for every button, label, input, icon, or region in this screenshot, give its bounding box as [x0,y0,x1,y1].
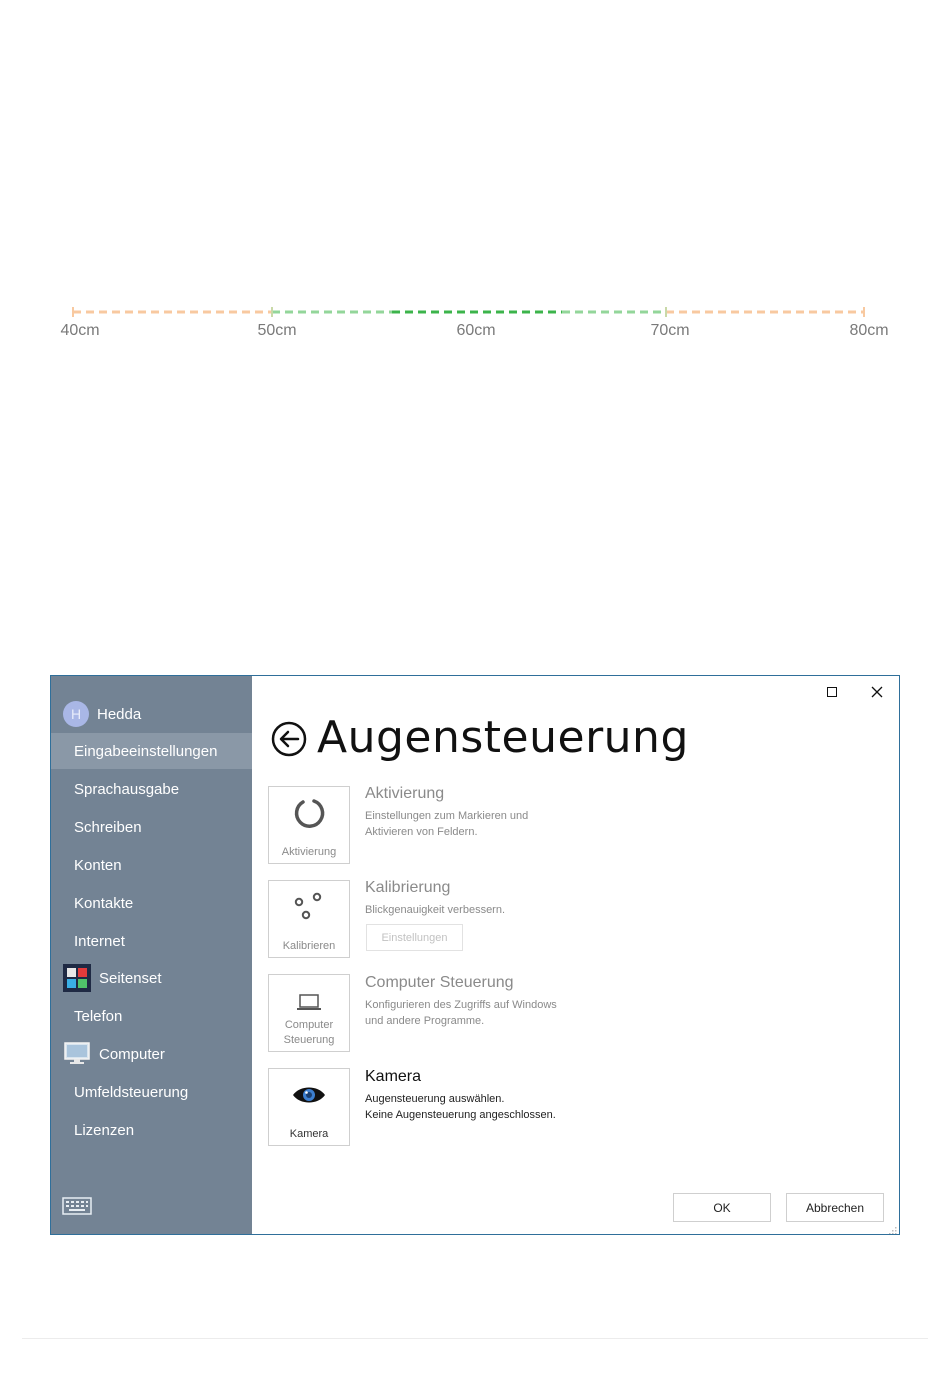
avatar: H [63,701,89,727]
sidebar [51,676,252,1234]
back-arrow-icon[interactable] [271,721,307,757]
close-icon[interactable] [869,684,885,700]
sidebar-item-label: Internet [74,932,125,950]
desc-line: Blickgenauigkeit verbessern. [365,904,506,916]
sidebar-item-label: Kontakte [74,894,134,912]
sidebar-item-kontakte[interactable] [51,885,252,921]
desc-line: Keine Augensteuerung angeschlossen. [365,1109,556,1121]
activation-tile[interactable] [268,786,350,864]
section-title-activation: Aktivierung [365,785,445,802]
calibration-dots-icon [269,889,349,925]
sidebar-item-computer[interactable] [51,1036,252,1072]
tick-label-60: 60cm [456,322,496,339]
sidebar-item-label: Eingabeeinstellungen [74,742,218,760]
tick-label-50: 50cm [257,322,297,339]
section-desc-camera [365,1091,625,1123]
distance-scale-bar [0,300,950,324]
maximize-icon[interactable] [824,684,840,700]
sidebar-item-label: Telefon [74,1007,123,1025]
desc-line: und andere Programme. [365,1015,485,1027]
sidebar-item-label: Konten [74,856,122,874]
sidebar-item-sprachausgabe[interactable] [51,771,252,807]
sidebar-item-label: Schreiben [74,818,142,836]
desc-line: Konfigurieren des Zugriffs auf Windows [365,999,557,1011]
sidebar-item-umfeldsteuerung[interactable] [51,1074,252,1110]
sidebar-item-seitenset[interactable] [51,960,252,996]
page-title: Augensteuerung [317,712,689,763]
sidebar-item-konten[interactable] [51,847,252,883]
desc-line: Einstellungen zum Markieren und [365,810,529,822]
sidebar-item-label: Computer [99,1045,165,1063]
section-title-calibration: Kalibrierung [365,879,451,896]
sidebar-item-internet[interactable] [51,923,252,959]
section-desc-activation [365,808,625,840]
eye-icon [269,1077,349,1113]
resize-grip-icon[interactable] [887,1222,897,1232]
pageset-icon [63,964,91,992]
computer-control-tile[interactable] [268,974,350,1052]
keyboard-icon[interactable] [62,1197,92,1220]
tile-label: Aktivierung [281,846,337,858]
sidebar-item-label: Seitenset [99,969,162,987]
tick-label-80: 80cm [849,322,889,339]
laptop-icon [269,983,349,1019]
user-name: Hedda [97,705,142,723]
tile-label-line: Computer [284,1019,334,1031]
sidebar-item-label: Sprachausgabe [74,780,180,798]
tile-label: Kalibrieren [282,940,336,952]
page-divider [22,1338,928,1339]
tile-label: Kamera [289,1128,329,1140]
ok-button[interactable]: OK [673,1193,771,1222]
section-desc-calibration [365,902,625,918]
section-title-camera: Kamera [365,1068,422,1085]
monitor-icon [63,1040,91,1068]
sidebar-item-label: Lizenzen [74,1121,135,1139]
sidebar-item-schreiben[interactable] [51,809,252,845]
distance-ruler [0,300,950,360]
desc-line: Aktivieren von Feldern. [365,826,478,838]
sidebar-item-telefon[interactable] [51,998,252,1034]
tick-label-70: 70cm [650,322,690,339]
section-title-computer-control: Computer Steuerung [365,974,514,991]
user-profile[interactable] [63,700,141,728]
tick-label-40: 40cm [60,322,100,339]
desc-line: Augensteuerung auswählen. [365,1093,505,1105]
sidebar-item-lizenzen[interactable] [51,1112,252,1148]
settings-window [50,675,900,1235]
section-desc-computer-control [365,997,625,1029]
sidebar-item-eingabeeinstellungen[interactable] [51,733,252,769]
tile-label-line: Steuerung [283,1034,335,1046]
calibrate-tile[interactable] [268,880,350,958]
cancel-button[interactable]: Abbrechen [786,1193,884,1222]
camera-tile[interactable] [268,1068,350,1146]
sidebar-item-label: Umfeldsteuerung [74,1083,189,1101]
calibration-settings-button[interactable]: Einstellungen [366,924,463,951]
activation-icon [269,795,349,831]
tile-label [269,1018,349,1048]
